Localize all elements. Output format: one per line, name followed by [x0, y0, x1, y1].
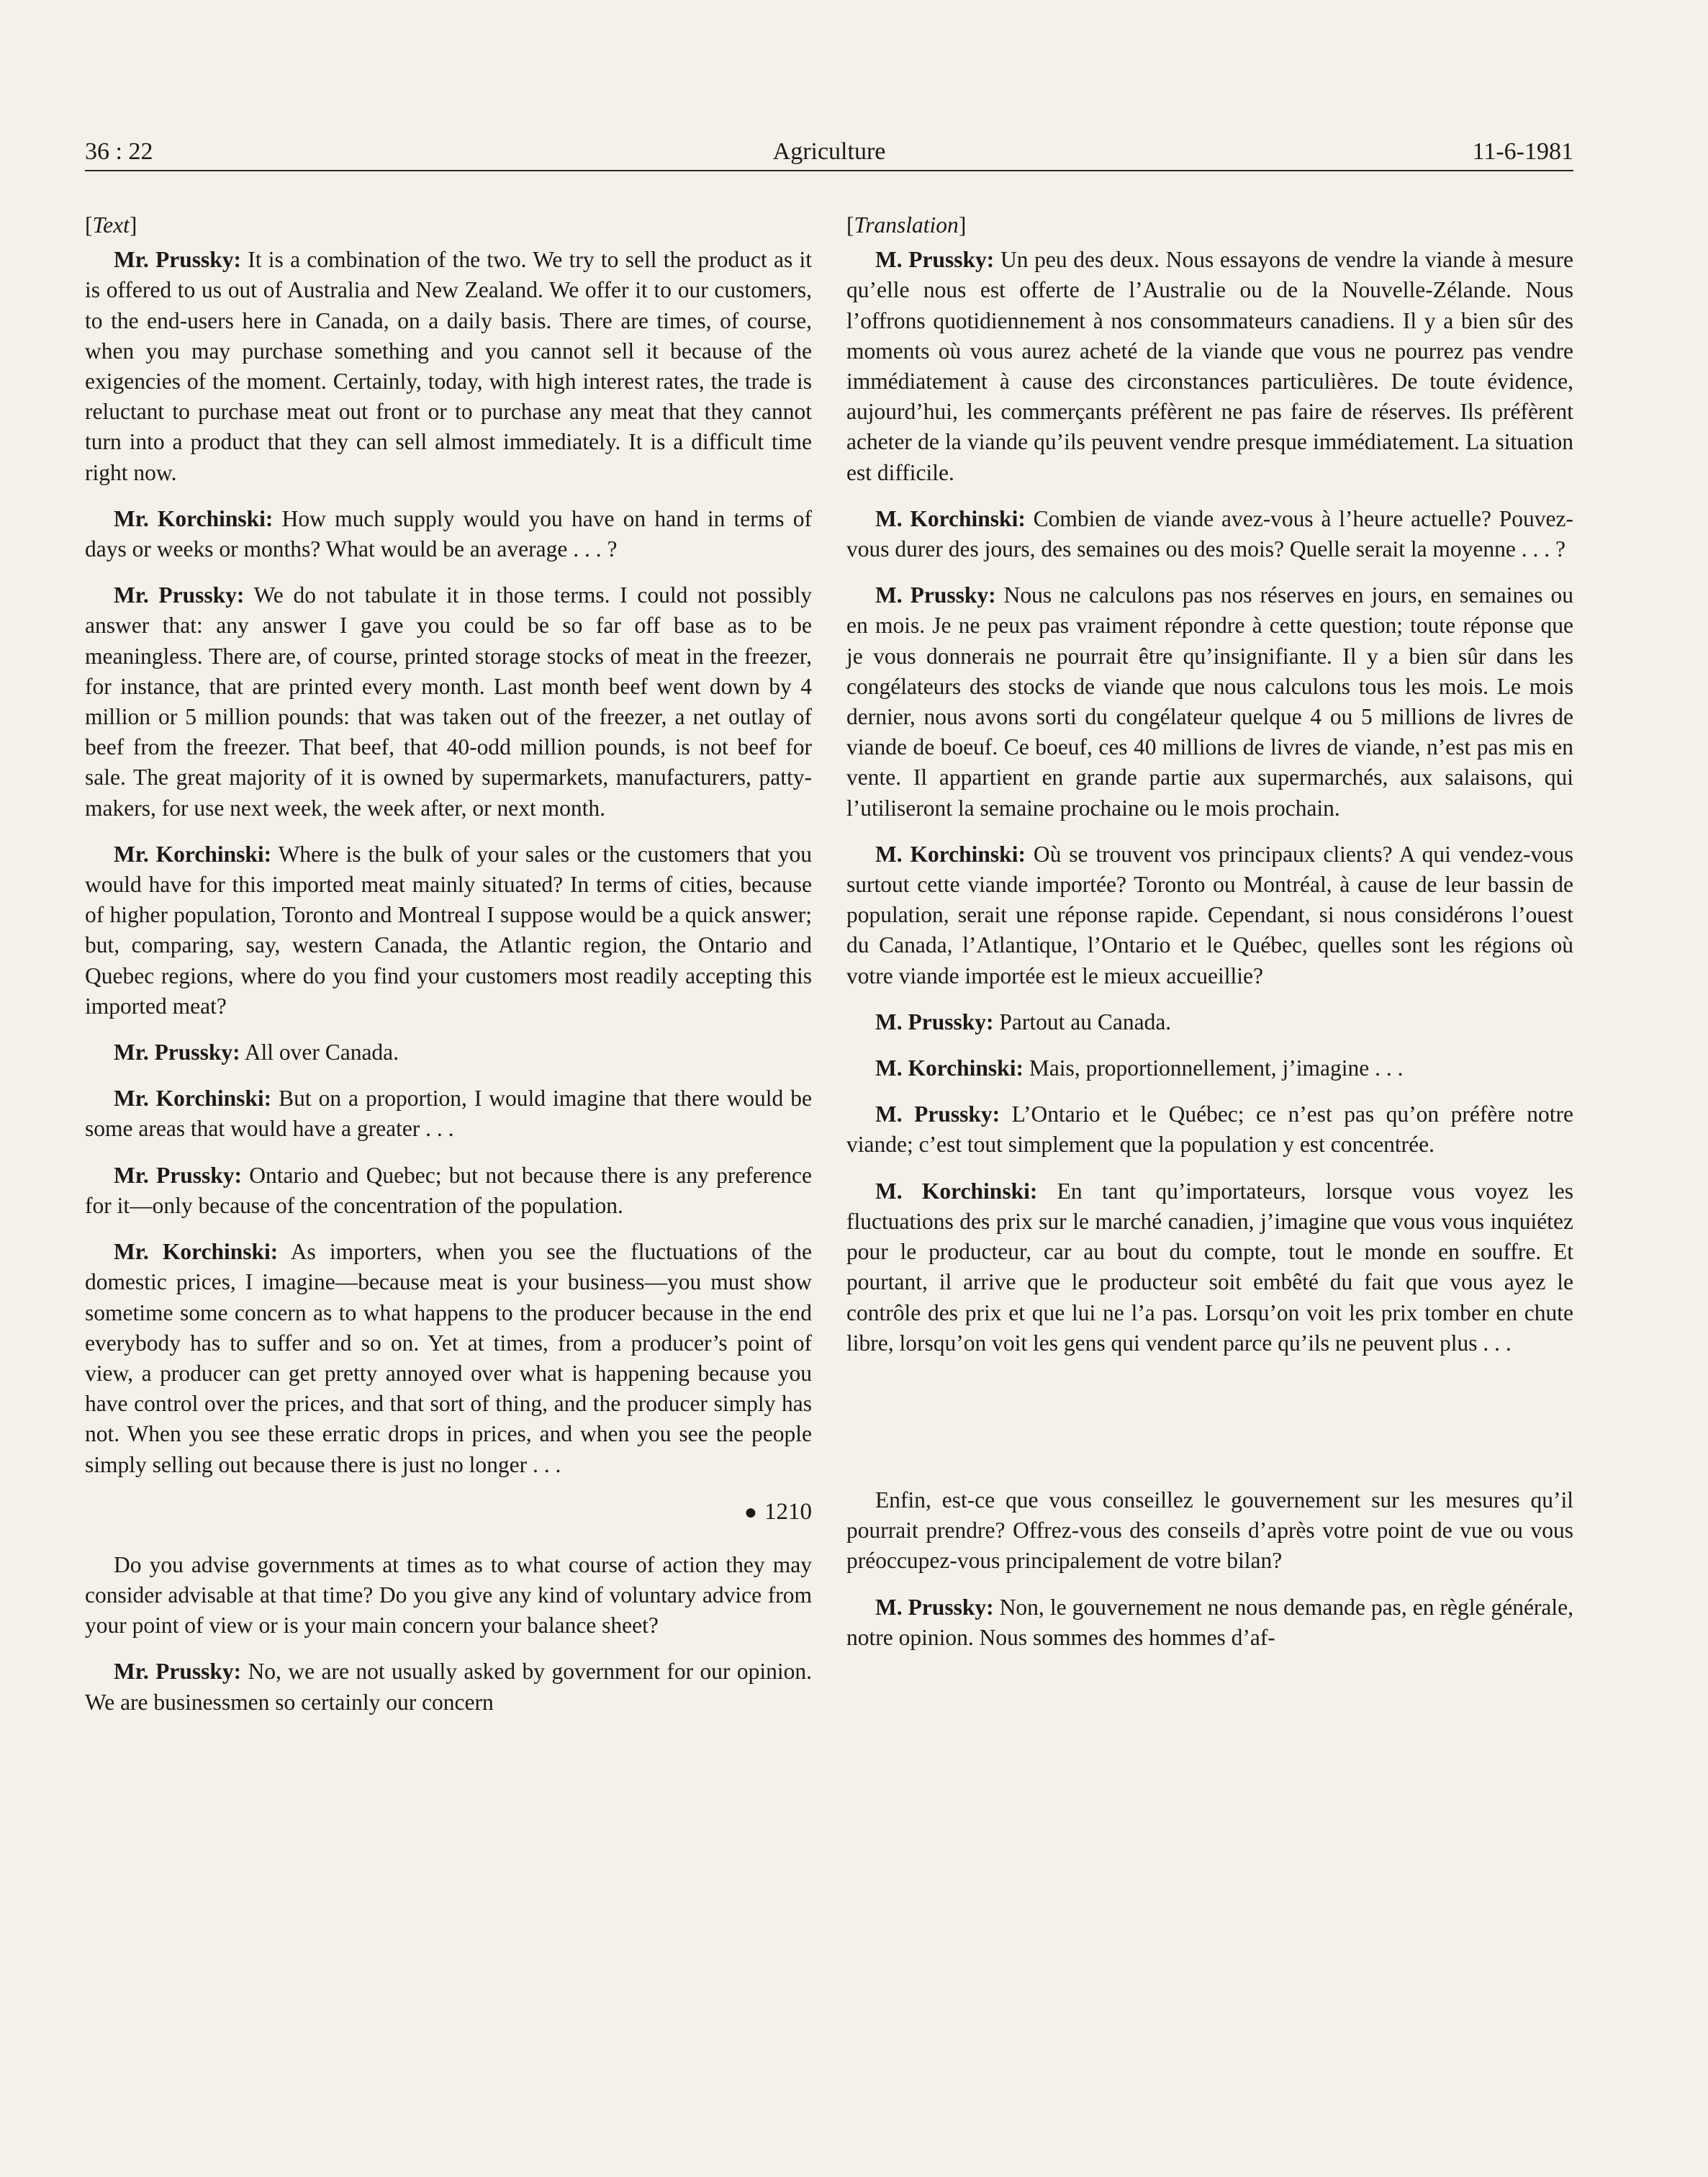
speech-text: Partout au Canada.: [999, 1009, 1172, 1035]
speaker-name: M. Prussky:: [875, 1009, 994, 1035]
speech-text: Mais, proportionnellement, j’imagine . . .: [1029, 1055, 1404, 1081]
section-title: Agriculture: [772, 138, 886, 165]
speech-text: It is a combination of the two. We try to sell the product as it is offered to us out of Australia and New Zealand. We offer it to our customers, to the end-users here in Canada, on a daily basis. There are times, of course, when you may purchase something and you cannot sell it because of the exigencies of the moment. Certainly, today, with high interest rates, the trade is reluctant to purchase meat out front or to purchase any meat that they cannot turn into a product that they can sell almost immediately. It is a difficult time right now.: [85, 247, 813, 485]
speech-text: Combien de viande avez-vous à l’heure actuelle? Pouvez-vous durer des jours, des semaines ou des mois? Quelle serait la moyenne . . . ?: [846, 505, 1573, 562]
speaker-name: Mr. Prussky:: [114, 247, 241, 273]
left-column-text: [85, 210, 812, 1734]
time-mark: ● 1210: [744, 1498, 812, 1525]
speaker-name: Mr. Korchinski:: [114, 505, 274, 531]
transcript-paragraph: [846, 1099, 1573, 1160]
speech-text: All over Canada.: [244, 1040, 399, 1065]
transcript-paragraph: [85, 1550, 812, 1641]
right-paragraphs-after: [846, 1485, 1573, 1653]
speech-text: En tant qu’importateurs, lorsque vous voyez les fluctuations des prix sur le marché canadien, j’imagine que vous vous inquiétez pour le producteur, car au bout du compte, tout le monde en souffre. Et pourtant, il arrive que le producteur soit embêté du fait que vous ayez le contrôle des prix et que lui ne l’a pas. Lorsqu’on voit les prix tomber en chute libre, lorsqu’on voit les gens qui vendent parce qu’ils ne peuvent plus . . .: [846, 1178, 1574, 1356]
speaker-name: Mr. Korchinski:: [114, 841, 272, 867]
speaker-name: Mr. Prussky:: [114, 582, 245, 608]
speaker-name: Mr. Korchinski:: [114, 1086, 272, 1112]
transcript-paragraph: [846, 1592, 1573, 1653]
speaker-name: M. Prussky:: [875, 1594, 994, 1620]
transcript-paragraph: [846, 1485, 1573, 1577]
column-label: [Translation]: [846, 212, 967, 238]
speaker-name: M. Prussky:: [875, 247, 995, 273]
speech-text: No, we are not usually asked by government for our opinion. We are businessmen so certainly our concern: [85, 1659, 813, 1715]
speech-text: Non, le gouvernement ne nous demande pas, en règle générale, notre opinion. Nous sommes des hommes d’af-: [846, 1594, 1573, 1650]
transcript-paragraph: [85, 580, 812, 824]
speaker-name: M. Korchinski:: [875, 1178, 1038, 1204]
speech-text: Enfin, est-ce que vous conseillez le gouvernement sur les mesures qu’il pourrait prendre? Offrez-vous des conseils d’après votre point de vue ou vous préoccupez-vous principalement de votre bilan?: [846, 1487, 1573, 1574]
transcript-paragraph: [846, 839, 1573, 991]
speaker-name: M. Korchinski:: [875, 1055, 1024, 1081]
transcript-paragraph: [85, 1237, 812, 1480]
speech-text: As importers, when you see the fluctuations of the domestic prices, I imagine—because meat is your business—you must show sometime some concern as to what happens to the producer because in the end everybody has to suffer and so on. Yet at times, from a producer’s point of view, a producer can get pretty annoyed over what is happening because you have control over the prices, and that sort of thing, and the producer simply has not. When you see these erratic drops in prices, and when you see the people simply selling out because there is just no longer . . .: [85, 1239, 813, 1477]
transcript-paragraph: [846, 1053, 1573, 1083]
speaker-name: M. Korchinski:: [875, 505, 1026, 531]
speaker-name: Mr. Prussky:: [114, 1659, 242, 1685]
transcript-paragraph: [85, 1657, 812, 1717]
right-column-translation: [846, 210, 1573, 1669]
column-label: [Text]: [85, 212, 137, 238]
transcript-paragraph: [85, 504, 812, 564]
page-number: 36 : 22: [85, 138, 153, 165]
speaker-name: Mr. Korchinski:: [114, 1239, 279, 1265]
speech-text: How much supply would you have on hand in terms of days or weeks or months? What would be an average . . . ?: [85, 505, 812, 562]
speaker-name: M. Prussky:: [875, 1101, 1000, 1127]
transcript-paragraph: [85, 839, 812, 1022]
time-mark-gap: [846, 1374, 1573, 1485]
speech-text: We do not tabulate it in those terms. I could not possibly answer that: any answer I gave you could be so far off base as to be meaningless. There are, of course, printed storage stocks of meat in the freezer, for instance, that are printed every month. Last month beef went down by 4 million or 5 million pounds: that was taken out of the freezer, a net outlay of beef from the freezer. That beef, that 40-odd million pounds, is not beef for sale. The great majority of it is owned by supermarkets, manufacturers, patty-makers, for use next week, the week after, or next month.: [85, 582, 812, 821]
transcript-paragraph: [85, 1037, 812, 1068]
transcript-paragraph: [846, 580, 1573, 824]
speech-text: Do you advise governments at times as to what course of action they may consider advisable at that time? Do you give any kind of voluntary advice from your point of view or is your main concern your balance sheet?: [85, 1551, 812, 1639]
left-paragraphs-after: [85, 1550, 812, 1718]
speaker-name: Mr. Prussky:: [114, 1162, 242, 1188]
speech-text: Nous ne calculons pas nos réserves en jours, en semaines ou en mois. Je ne peux pas vraiment répondre à cette question; toute réponse que je vous donnerais ne pourrait être qu’insignifiante. Il y a bien sûr dans les congélateurs des stocks de viande que nous calculons tous les mois. Le mois dernier, nous avons sorti du congélateur quelque 4 ou 5 millions de livres de viande de boeuf. Ce boeuf, ces 40 millions de livres de viande, n’est pas mis en vente. Il appartient en grande partie aux supermarchés, aux salaisons, qui l’utiliseront la semaine prochaine ou le mois prochain.: [846, 582, 1574, 821]
header-rule: [85, 170, 1573, 171]
speaker-name: M. Korchinski:: [875, 841, 1026, 867]
speaker-name: Mr. Prussky:: [114, 1040, 240, 1065]
speech-text: But on a proportion, I would imagine that there would be some areas that would have a greater . . .: [85, 1086, 812, 1142]
transcript-paragraph: [846, 1176, 1573, 1358]
speech-text: Où se trouvent vos principaux clients? A qui vendez-vous surtout cette viande importée? Toronto ou Montréal, à cause de leur bassin de population, serait une réponse rapide. Cependant, si nous considérons l’ouest du Canada, l’Atlantique, l’Ontario et le Québec, quelles sont les régions où votre viande importée est le mieux accueillie?: [846, 841, 1574, 988]
transcript-paragraph: [846, 504, 1573, 564]
transcript-paragraph: [846, 1007, 1573, 1037]
right-paragraphs: [846, 245, 1573, 1358]
page-header: [85, 135, 1573, 168]
speech-text: Where is the bulk of your sales or the customers that you would have for this imported meat mainly situated? In terms of cities, because of higher population, Toronto and Montreal I suppose would be a quick answer; but, comparing, say, western Canada, the Atlantic region, the Ontario and Quebec regions, where do you find your customers most readily accepting this imported meat?: [85, 841, 812, 1019]
left-paragraphs: [85, 245, 812, 1480]
speaker-name: M. Prussky:: [875, 582, 996, 608]
speech-text: Un peu des deux. Nous essayons de vendre la viande à mesure qu’elle nous est offerte de l’Australie ou de la Nouvelle-Zélande. Nous l’offrons quotidiennement à nos consommateurs canadiens. Il y a bien sûr des moments où vous aurez acheté de la viande que vous ne pourrez pas vendre immédiatement à cause des circonstances particulières. De toute évidence, aujourd’hui, les commerçants préfèrent ne pas faire de réserves. Ils préfèrent acheter de la viande qu’ils peuvent vendre presque immédiatement. La situation est difficile.: [846, 247, 1573, 485]
transcript-paragraph: [85, 245, 812, 488]
bullet-icon: ●: [744, 1500, 757, 1524]
page-date: 11-6-1981: [1472, 138, 1573, 165]
speech-text: L’Ontario et le Québec; ce n’est pas qu’on préfère notre viande; c’est tout simplement que la population y est concentrée.: [846, 1101, 1574, 1158]
speech-text: Ontario and Quebec; but not because there is any preference for it—only because of the concentration of the population.: [85, 1162, 813, 1218]
transcript-paragraph: [85, 1160, 812, 1221]
transcript-paragraph: [846, 245, 1573, 488]
transcript-paragraph: [85, 1083, 812, 1144]
